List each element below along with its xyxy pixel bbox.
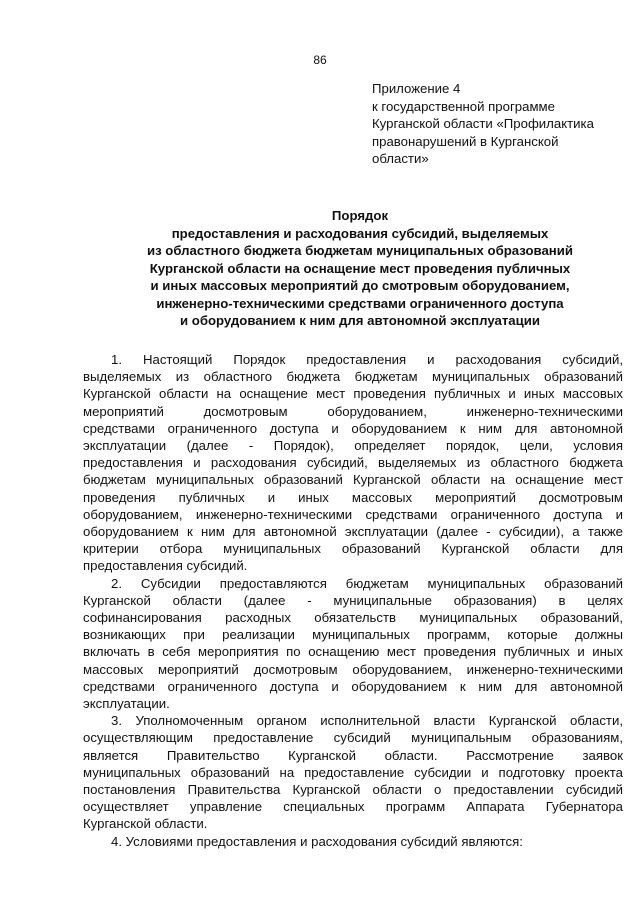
paragraph-line: Курганской области на оснащение мест проведения публичных и иных массовых	[83, 386, 623, 402]
paragraph	[83, 351, 623, 575]
paragraph-line: Курганской области (далее - муниципальные образования) в целях	[83, 592, 623, 608]
paragraph-line: возникающих при реализации муниципальных программ, которые должны	[83, 627, 623, 643]
paragraph-line: предоставления и расходования субсидий, выделяемых из областного бюджета	[83, 455, 623, 471]
title-line: предоставления и расходования субсидий, выделяемых	[171, 225, 549, 241]
paragraph-line: массовых мероприятий досмотровым оборудованием, инженерно-техническими	[83, 661, 623, 677]
appendix-line: Приложение 4	[372, 81, 461, 96]
paragraph-line: эксплуатации (далее - Порядок), определяет порядок, цели, условия	[83, 438, 623, 454]
document-body	[83, 351, 623, 850]
paragraph	[83, 712, 623, 832]
appendix-header	[372, 80, 617, 168]
title-line: Порядок	[331, 208, 389, 223]
paragraph-line: предоставления субсидий.	[83, 558, 248, 574]
appendix-line: области»	[372, 151, 429, 167]
paragraph-line: проведения публичных и иных массовых мероприятий досмотровым	[83, 489, 623, 505]
paragraph-line: 3. Уполномоченным органом исполнительной власти Курганской области,	[111, 713, 623, 729]
paragraph-line: 4. Условиями предоставления и расходования субсидий являются:	[111, 833, 523, 849]
paragraph-line: постановления Правительства Курганской области о предоставлении субсидий	[83, 782, 623, 798]
paragraph-line: оборудованием, инженерно-техническими средствами ограниченного доступа и	[83, 506, 623, 522]
paragraph-line: является Правительство Курганской области. Рассмотрение заявок	[83, 747, 623, 763]
paragraph-line: средствами ограниченного доступа и оборудованием к ним для автономной	[83, 678, 623, 694]
page-number: 86	[313, 53, 327, 67]
appendix-line: правонарушений в Курганской	[372, 133, 559, 149]
paragraph-line: 2. Субсидии предоставляются бюджетам муниципальных образований	[111, 575, 623, 591]
paragraph	[83, 833, 623, 850]
paragraph-line: Курганской области.	[83, 816, 208, 832]
paragraph	[83, 575, 623, 713]
appendix-line: к государственной программе	[372, 98, 555, 114]
title-line: инженерно-техническими средствами ограниченного доступа	[156, 295, 564, 311]
title-line: из областного бюджета бюджетам муниципальных образований	[146, 243, 573, 258]
paragraph-line: осуществляет управление специальных программ Аппарата Губернатора	[83, 799, 623, 815]
paragraph-line: критерии отбора муниципальных образований Курганской области для	[83, 541, 623, 557]
document-title	[100, 207, 620, 330]
paragraph-line: оборудованием к ним для автономной эксплуатации (далее - субсидии), а также	[83, 524, 623, 540]
paragraph-line: выделяемых из областного бюджета бюджетам муниципальных образований	[83, 369, 623, 385]
paragraph-line: 1. Настоящий Порядок предоставления и расходования субсидий,	[111, 352, 623, 367]
title-line: и оборудованием к ним для автономной эксплуатации	[180, 313, 540, 328]
appendix-line: Курганской области «Профилактика	[372, 116, 594, 132]
paragraph-line: бюджетам муниципальных образований Курганской области на оснащение мест	[83, 472, 623, 488]
paragraph-line: мероприятий досмотровым оборудованием, инженерно-техническими	[83, 403, 623, 419]
paragraph-line: софинансирования расходных обязательств муниципальных образований,	[83, 610, 623, 626]
paragraph-line: средствами ограниченного доступа и оборудованием к ним для автономной	[83, 420, 623, 436]
title-line: Курганской области на оснащение мест проведения публичных	[149, 260, 571, 276]
title-line: и иных массовых мероприятий до смотровым оборудованием,	[150, 278, 570, 293]
paragraph-line: эксплуатации.	[83, 696, 170, 712]
paragraph-line: муниципальных образований на предоставление субсидии и подготовку проекта	[83, 764, 623, 780]
paragraph-line: осуществляющим предоставление субсидий муниципальным образованиям,	[83, 730, 623, 746]
paragraph-line: включать в себя мероприятия по оснащению мест проведения публичных и иных	[83, 644, 623, 660]
